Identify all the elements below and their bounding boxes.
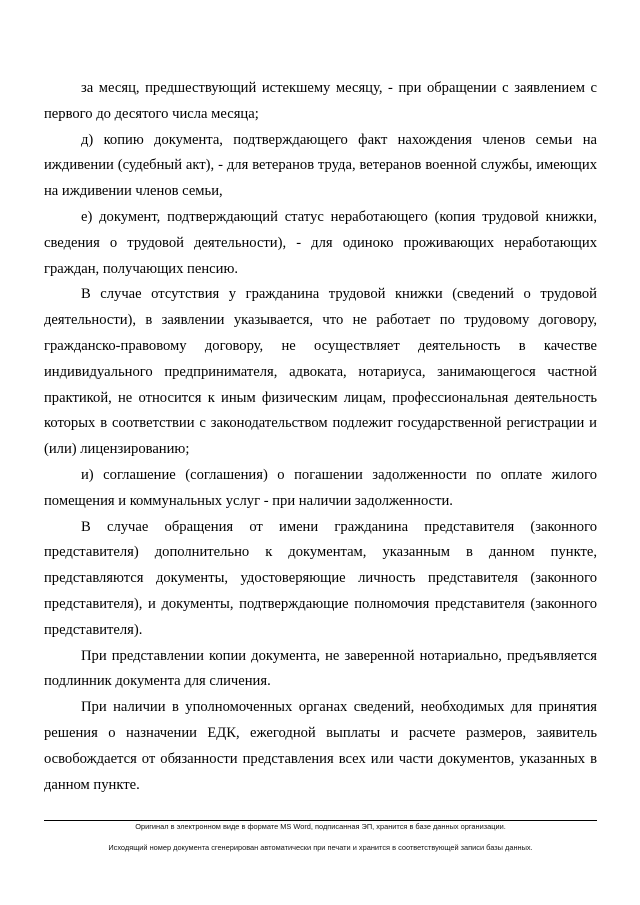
document-body xyxy=(44,76,597,798)
footer-number-note: Исходящий номер документа сгенерирован автоматически при печати и хранится в соответствующей записи базы данных. xyxy=(108,843,533,852)
paragraph-item-d: д) копию документа, подтверждающего факт нахождения членов семьи на иждивении (судебный акт), - для ветеранов труда, ветеранов военной службы, имеющих на иждивении членов семьи, xyxy=(44,131,597,200)
paragraph-copy-original: При представлении копии документа, не заверенной нотариально, предъявляется подлинник документа для сличения. xyxy=(44,647,597,690)
paragraph-item-e: е) документ, подтверждающий статус неработающего (копия трудовой книжки, сведения о трудовой деятельности), - для одиноко проживающих неработающих граждан, получающих пенсию. xyxy=(44,208,597,277)
paragraph-no-work-book: В случае отсутствия у гражданина трудовой книжки (сведений о трудовой деятельности), в заявлении указывается, что не работает по трудовому договору, гражданско-правовому договору, не осуществляет деятельность в качестве индивидуального предпринимателя, адвоката, нотариуса, занимающегося частной практикой, не относится к иным физическим лицам, профессиональная деятельность которых в соответствии с законодательством подлежит государственной регистрации и (или) лицензированию; xyxy=(44,286,597,458)
paragraph-representative: В случае обращения от имени гражданина представителя (законного представителя) дополнительно к документам, указанным в данном пункте, представляются документы, удостоверяющие личность представителя (законного представителя), и документы, подтверждающие полномочия представителя (законного представителя). xyxy=(44,518,597,638)
paragraph-continuation: за месяц, предшествующий истекшему месяцу, - при обращении с заявлением с первого до десятого числа месяца; xyxy=(44,80,597,122)
footer-divider xyxy=(44,820,597,821)
paragraph-exemption: При наличии в уполномоченных органах сведений, необходимых для принятия решения о назначении ЕДК, ежегодной выплаты и расчете размеров, заявитель освобождается от обязанности представления всех или части документов, указанных в данном пункте. xyxy=(44,699,597,793)
paragraph-item-i: и) соглашение (соглашения) о погашении задолженности по оплате жилого помещения и коммунальных услуг - при наличии задолженности. xyxy=(44,466,597,509)
footer-original-note: Оригинал в электронном виде в формате MS Word, подписанная ЭП, хранится в базе данных организации. xyxy=(135,822,506,831)
